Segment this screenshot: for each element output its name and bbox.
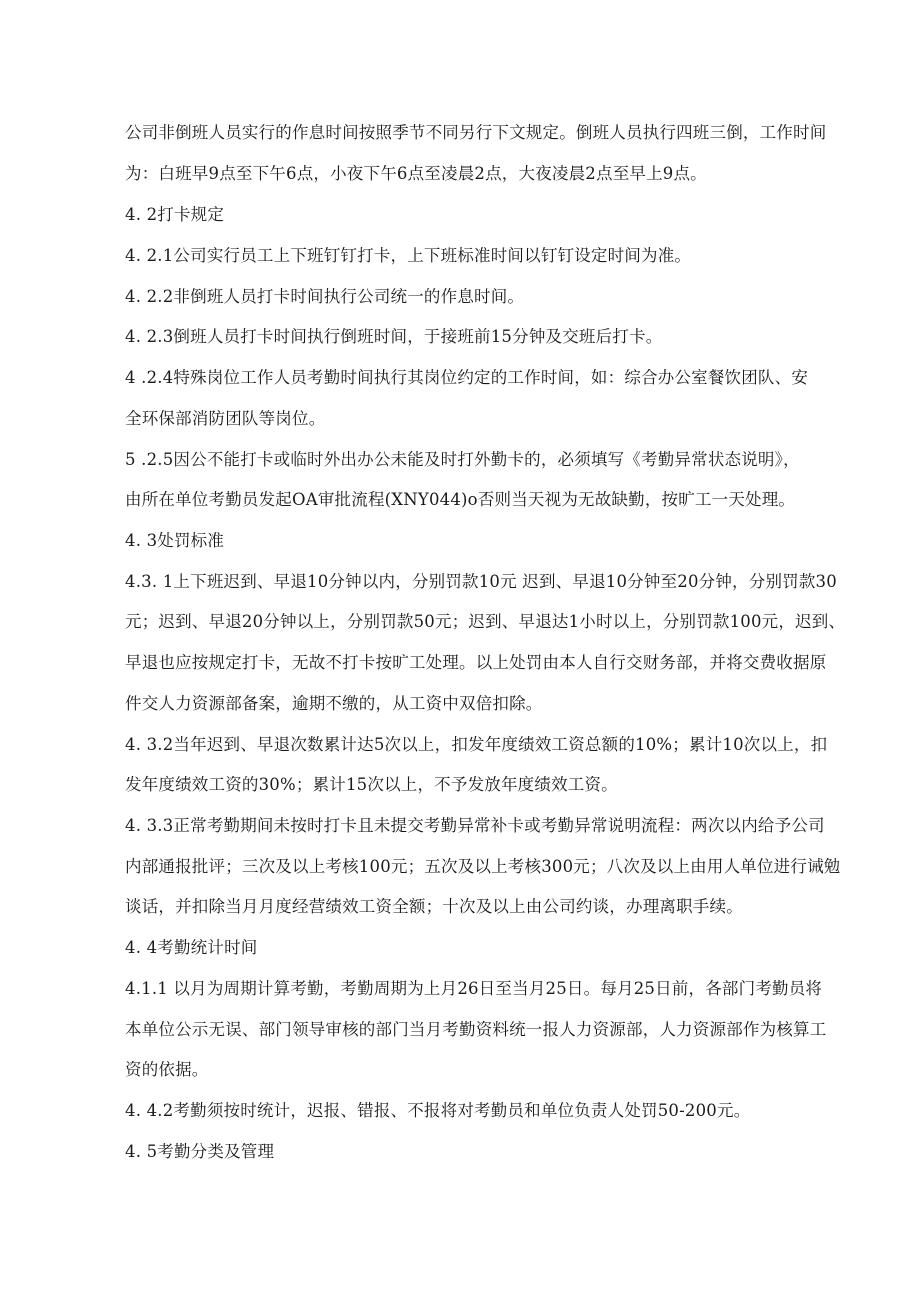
paragraph-line: 资的依据。 [125,1060,209,1079]
paragraph-line: 谈话，并扣除当月月度经营绩效工资全额；十次及以上由公司约谈，办理离职手续。 [125,897,743,916]
paragraph-line: 元；迟到、早退20分钟以上，分别罚款50元；迟到、早退达1小时以上，分别罚款100元，迟到、 [125,612,846,631]
paragraph-line: 4. 2.3倒班人员打卡时间执行倒班时间，于接班前15分钟及交班后打卡。 [125,327,663,346]
paragraph-line: 4 .2.4特殊岗位工作人员考勤时间执行其岗位约定的工作时间，如：综合办公室餐饮团队、安 [125,368,809,387]
paragraph-line: 本单位公示无误、部门领导审核的部门当月考勤资料统一报人力资源部，人力资源部作为核算工 [125,1020,827,1039]
paragraph-line: 4.3. 1上下班迟到、早退10分钟以内，分别罚款10元 迟到、早退10分钟至20分钟，分别罚款30 [125,572,837,591]
paragraph-line: 4. 4.2考勤须按时统计，迟报、错报、不报将对考勤员和单位负责人处罚50-200元。 [125,1101,751,1120]
paragraph-line: 4. 2.1公司实行员工上下班钉钉打卡，上下班标准时间以钉钉设定时间为准。 [125,246,692,265]
paragraph-line: 4. 2.2非倒班人员打卡时间执行公司统一的作息时间。 [125,287,525,306]
section-heading: 4. 3处罚标准 [125,531,225,550]
paragraph-line: 4. 3.2当年迟到、早退次数累计达5次以上，扣发年度绩效工资总额的10%；累计10次以上，扣 [125,735,828,754]
paragraph-line: 内部通报批评；三次及以上考核100元；五次及以上考核300元；八次及以上由用人单位进行诫勉 [125,857,841,876]
paragraph-line: 4.1.1 以月为周期计算考勤，考勤周期为上月26日至当月25日。每月25日前，各部门考勤员将 [125,979,823,998]
paragraph-line: 早退也应按规定打卡，无故不打卡按旷工处理。以上处罚由本人自行交财务部，并将交费收据原 [125,653,827,672]
paragraph-line: 发年度绩效工资的30%；累计15次以上，不予发放年度绩效工资。 [125,775,618,794]
paragraph-line: 由所在单位考勤员发起OA审批流程(XNY044)o否则当天视为无故缺勤，按旷工一天处理。 [125,490,796,509]
section-heading: 4. 5考勤分类及管理 [125,1142,275,1161]
paragraph-line: 公司非倒班人员实行的作息时间按照季节不同另行下文规定。倒班人员执行四班三倒，工作时间 [125,123,827,142]
paragraph-line: 5 .2.5因公不能打卡或临时外出办公未能及时打外勤卡的，必须填写《考勤异常状态说明》， [125,450,800,469]
section-heading: 4. 2打卡规定 [125,205,225,224]
paragraph-line: 4. 3.3正常考勤期间未按时打卡且未提交考勤异常补卡或考勤异常说明流程：两次以内给予公司 [125,816,825,835]
paragraph-line: 件交人力资源部备案，逾期不缴的，从工资中双倍扣除。 [125,694,543,713]
paragraph-line: 为：白班早9点至下午6点，小夜下午6点至凌晨2点，大夜凌晨2点至早上9点。 [125,164,707,183]
section-heading: 4. 4考勤统计时间 [125,938,258,957]
paragraph-line: 全环保部消防团队等岗位。 [125,409,326,428]
